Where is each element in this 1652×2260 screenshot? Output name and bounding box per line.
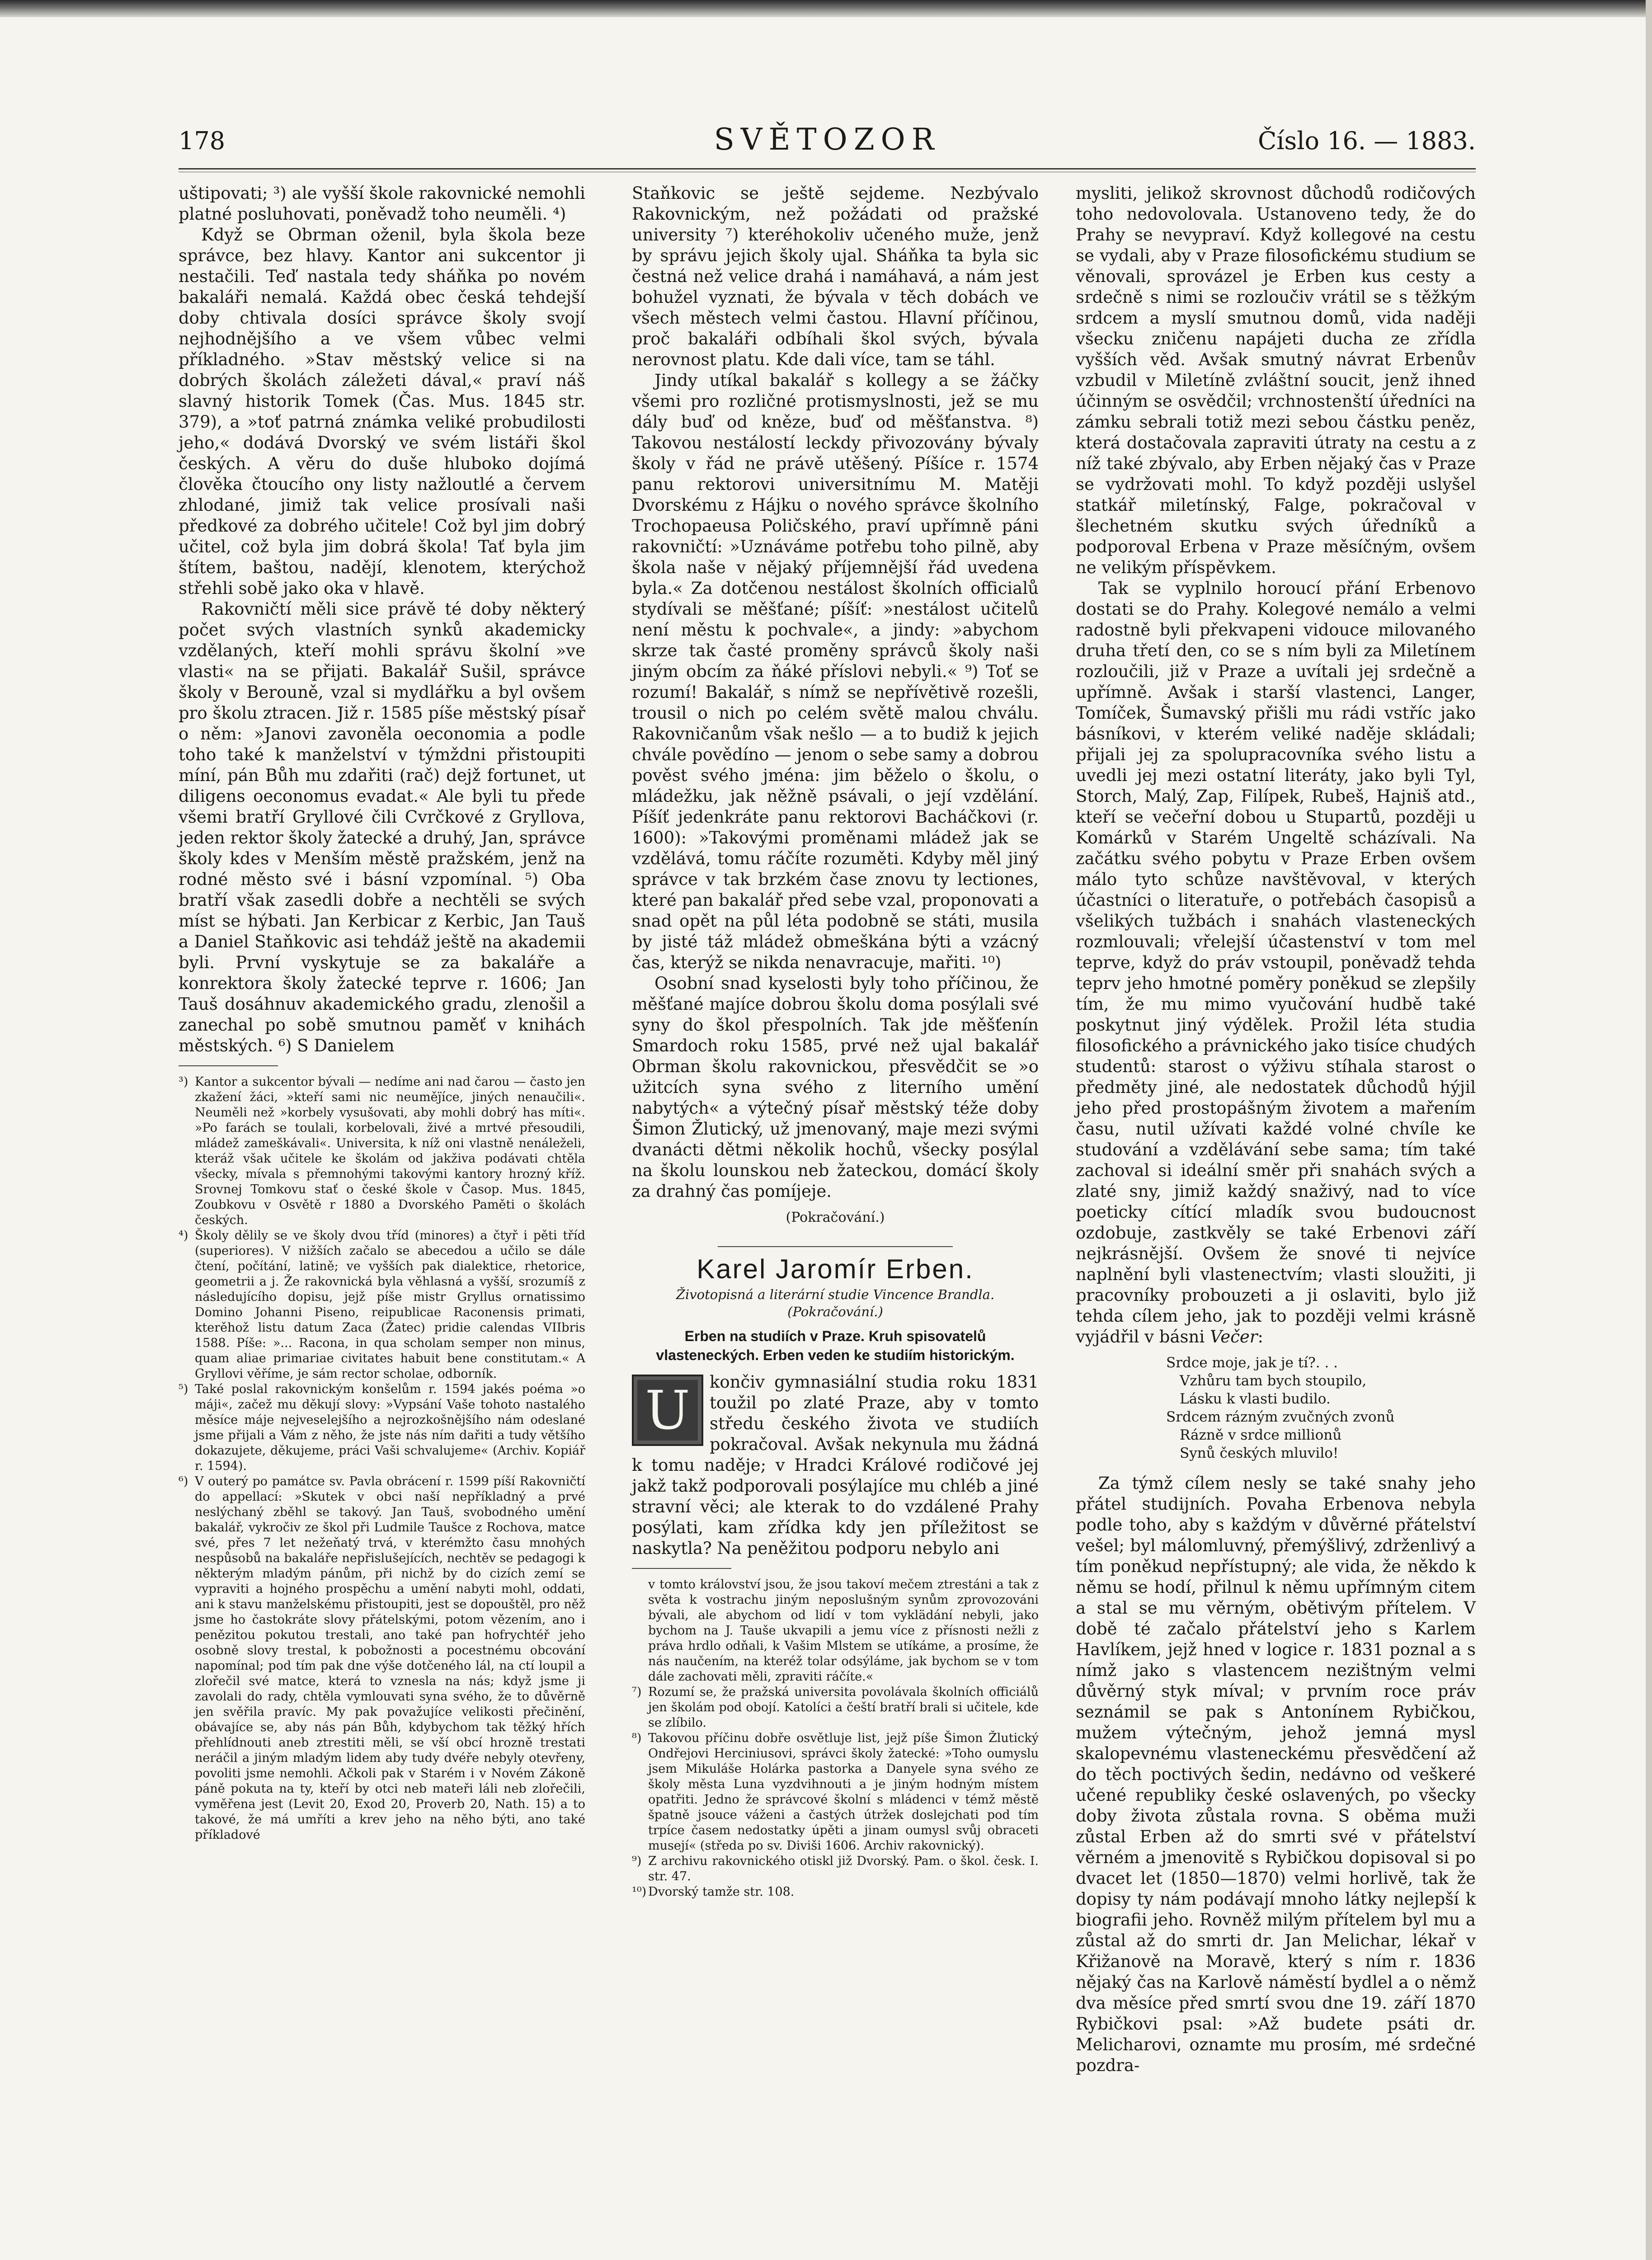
poem-line: Srdcem rázným zvučných zvonů <box>1166 1409 1395 1425</box>
footnote-separator <box>632 1568 731 1569</box>
column-3 <box>1076 183 1476 2076</box>
footnote: ⁷) Rozumí se, že pražská universita povolávala školních officiálů jen školám pod obojí. Katolíci a čeští bratří brali si učitele, kde se zlíbilo. <box>632 1685 1039 1730</box>
issue-number: Číslo 16. — 1883. <box>1257 127 1476 155</box>
footnote: ⁴) Školy dělily se ve školy dvou tříd (minores) a čtyř i pěti tříd (superiores). V nižších začalo se abecedou a učilo se dále čtení, počítání, latině; ve vyšších pak dialektice, rhetorice, geometrii a j. Že rakovnická byla věhlasná a vyšší, srozumíš z následujícího dopisu, jejž píše mistr Gryllus ornatissimo Domino Johanni Piseno, reipublicae Raconensis primati, kterěhož listu datum Zaca (Žatec) pridie calendas VIIbris 1588. Píše: »... Racona, in qua scholam semper non minus, quam aliae primariae civitates habuit bene constitutam.« A Gryllovi věříme, je sám rector scholae, odborník. <box>179 1229 585 1381</box>
footnotes <box>632 1577 1039 1900</box>
section-heading: Erben na studiích v Praze. Kruh spisovatelů vlasteneckých. Erben veden ke studiím historickým. <box>656 1328 1015 1363</box>
continued-note: (Pokračování.) <box>786 1210 885 1225</box>
column-1 <box>179 183 585 1843</box>
paragraph: Tak se vyplnilo horoucí přání Erbenovo dostati se do Prahy. Kolegové nemálo a velmi radostně byli překvapeni vidouce milovaného druha třetí den, co se s ním byli za Miletínem rozloučili, již v Praze a uvítali jej srdečně a upřímně. Avšak i starší vlastenci, Langer, Tomíček, Šumavský přišli mu rádi vstříc jako básníkovi, v kterém veliké naděje skládali; přijali jej za spolupracovníka svého listu a uvedli jej mezi ostatní literáty, jako byli Tyl, Storch, Malý, Zap, Filípek, Rubeš, Hajniš atd., kteří se večeřní dobou u Stupartů, později u Komárků v Starém Ungeltě scházívali. Na začátku svého pobytu v Praze Erben ovšem málo tyto schůze navštěvoval, v kterých účastníci o literatuře, o potřebách časopisů a všelikých tužbách i snahách vlasteneckých rozmlouvali; vřelejší účastenství v tom mel teprve, když do práv vstoupil, poněvadž tehda teprv jeho hmotné poměry poněkud se zlepšily tím, že mu mimo vyučování hudbě také poskytnut jiný výdělek. Prožil léta studia filosofického a právnického jako tisíce chudých studentů: starost o výživu stíhala starost o předměty jiné, ale nedostatek důchodů hýjil jeho před prostopášným životem a mařením času, nutil užívati každé volné chvíle ke studování a vzdělávání sebe sama; tím také zachoval si ideální směr při snahách svých a zlaté sny, jimiž každý snaživý, nad to více poeticky cítící mladík svou budoucnost ozdobuje, zastkvěly se také Erbenovi září nejkrásnější. Ovšem že snové ti nejvíce naplnění byli vlastenectvím; vlasti sloužiti, ji pracovníky probouzeti a ji oslaviti, bylo již tehda cílem jeho, jak to později velmi krásně vyjádřil v básni Večer: <box>1076 579 1476 1347</box>
article-subtitle: Životopisná a literární studie Vincence Brandla. <box>676 1287 995 1302</box>
drop-cap: U <box>632 1375 703 1446</box>
column-2 <box>632 183 1039 1900</box>
paragraph: Rakovničtí měli sice právě té doby některý počet svých vlastních synků akademicky vzdělaných, kteří mohli správu školní »ve vlasti« na se přijati. Bakalář Sušil, správce školy v Berouně, vzal si mydlářku a byl ovšem pro školu ztracen. Již r. 1585 píše městský písař o něm: »Janovi zavoněla oeconomia a podle toho také k manželství v týmždni přistoupiti míní, pán Bůh mu zdařiti (rač) dejž fortunet, ut diligens oeconomus evadat.« Ale byli tu přede všemi bratří Gryllové čili Cvrčkové z Gryllova, jeden rektor školy žatecké a druhý, Jan, správce školy kdes v Menším městě pražském, jenž na rodné město své i básní vzpomínal. ⁵) Oba bratří však zasedli dobře a nechtěli se svých míst se hýbati. Jan Kerbicar z Kerbic, Jan Tauš a Daniel Staňkovic asi tehdáž ještě na akademii byli. První vyskytuje se za bakaláře a konrektora školy žatecké teprve r. 1606; Jan Tauš dosáhnuv akademického gradu, zlenošil a zanechal po sobě smutnou paměť v knihách městských. ⁶) S Danielem <box>179 599 585 1055</box>
poem-line: Vzhůru tam bych stoupilo, <box>1180 1373 1367 1389</box>
article-separator <box>718 1246 953 1247</box>
masthead-title: SVĚTOZOR <box>714 122 941 157</box>
poem <box>1166 1354 1476 1462</box>
article-title: Karel Jaromír Erben. <box>697 1254 974 1284</box>
footnote: ⁵) Také poslal rakovnickým konšelům r. 1594 jakés poéma »o máji«, začež mu děkují slovy: »Vypsání Vaše tohoto nastalého měsíce máje nejveselejšího a nejrozkošnějšího nám odeslané jsme přijali a Vám z něho, že jste nás ním dařiti a tudy většího dokazujete, děkujeme, práci Vaši schvalujeme« (Archiv. Kopiář r. 1594). <box>179 1382 585 1473</box>
footnotes <box>179 1074 585 1843</box>
poem-title: Večer <box>1210 1327 1258 1347</box>
paragraph: Za týmž cílem nesly se také snahy jeho přátel studijních. Povaha Erbenova nebyla podle toho, aby s každým v důvěrné přátelství vešel; byl málomluvný, přemýšlivý, zdrženlivý a tím poněkud nepřístupný; ale vida, že někdo k němu se hodí, přilnul k němu upřímným citem a stal se mu věrným, obětivým přítelem. V době té začalo přátelství jeho s Karlem Havlíkem, jejž hned v logice r. 1831 poznal a s nímž jako s vlastencem nezištným velmi důvěrný styk míval; v prvním roce práv seznámil se pak s Antonínem Rybičkou, mužem výtečným, jehož jemná mysl skalopevnému vlasteneckému přesvědčení až do těch poctivých šedin, nedávno od veškeré učené republiky české oslavených, po všecky doby života zůstala rovna. S oběma muži zůstal Erben až do smrti své v přátelství věrném a jmenovitě s Rybičkou dopisoval si po dvacet let (1850—1870) velmi horlivě, tak že dopisy ty nám podávají mnoho látky nejlepší k biografii jeho. Rovněž milým přítelem byl mu a zůstal až do smrti dr. Jan Melichar, lékař v Křižanově na Moravě, který s ním r. 1836 nějaký čas na Karlově náměstí bydlel a o němž dva měsíce před smrtí svou dne 19. září 1870 Rybičkovi psal: »Až budete psáti dr. Melicharovi, oznamte mu prosím, mé srdečné pozdra- <box>1076 1474 1476 2075</box>
article-continued: (Pokračování.) <box>787 1304 883 1319</box>
header-rule <box>179 168 1476 170</box>
footnote: ³) Kantor a sukcentor bývali — nedíme ani nad čarou — často jen zkažení žáci, »kteří sami nic neuměj̈íce, jiných nenaučili«. Neuměli než »korbely vysušovati, aby mohli dobrý has míti«. »Po farách se toulali, korbelovali, živé a mrtvé přesoudili, mládež zameškávali«. Universita, k níž oni vlastně nenáleželi, kteráž však učitele ke školám od jakživa podávati chtěla všecky, mívala s přemnohými takovými kantory hrozný kříž. Srovnej Tomkovu stať o české škole v Časop. Mus. 1845, Zoubkovu v Osvětě r 1880 a Dvorského Paměti o školách českých. <box>179 1075 585 1227</box>
footnote: ⁹) Z archivu rakovnického otiskl již Dvorský. Pam. o škol. česk. I. str. 47. <box>632 1854 1039 1883</box>
page-number: 178 <box>179 127 226 155</box>
scan-right-edge <box>1646 0 1652 2260</box>
poem-line: Synů českých mluvilo! <box>1180 1445 1339 1461</box>
scan-top-edge <box>0 0 1652 17</box>
paragraph: Staňkovic se ještě sejdeme. Nezbývalo Rakovnickým, než požádati od pražské university ⁷) kteréhokoliv učeného muže, jenž by správu jejich školy ujal. Sháňka ta byla sic čestná než velice drahá i namáhavá, a nám jest bohužel vyznati, že bývala v těch dobách ve všech městech velmi častou. Hlavní příčinou, proč bakaláři odbíhali škol svých, bývala nerovnost platu. Kde dali více, tam se táhl. <box>632 184 1039 369</box>
footnote-separator <box>179 1065 278 1066</box>
footnote: v tomto království jsou, že jsou takoví mečem ztrestáni a tak z světa k vostrachu jiným neposlušným synům zprovozováni bývali, ale abychom od lidí v tom vyklädání nebyli, jako bychom na J. Tauše ukvapili a jemu více z přísnosti nežli z práva hrdlo odňali, k Vašim Mlstem se utíkáme, a prosíme, že nás naučením, na kteréž tolar odsýláme, jak bychom se v tom dále zachovati měli, zpraviti ráčíte.« <box>648 1577 1039 1684</box>
paragraph: Když se Obrman oženil, byla škola beze správce, bez hlavy. Kantor ani sukcentor ji nestačili. Teď nastala tedy sháňka po novém bakaláři nemalá. Každá obec česká tehdejší doby chtivala dosíci správce školy svojí nejhodnějšího a ve všem vůbec velmi příkladného. »Stav městský velice si na dobrých školách záležeti dával,« praví náš slavný historik Tomek (Čas. Mus. 1845 str. 379), a »toť patrná známka veliké probudilosti jeho,« dodává Dvorský ve svém listáři škol českých. A věru do duše hluboko dojímá člověka čtoucího ony listy nažloutlé a červem zhlodané, jimiž tak velice prosívali naši předkové za dobrého učitele! Což byl jim dobrý učitel, což byla jim dobrá škola! Tať byla jim štítem, baštou, nadějí, klenotem, kterýchož střehli sobě jako oka v hlavě. <box>179 225 585 598</box>
poem-line: Lásku k vlasti budilo. <box>1180 1391 1331 1407</box>
footnote: ⁸) Takovou příčinu dobře osvětluje list, jejž píše Šimon Žlutický Ondřejovi Herciniusovi, správci školy žatecké: »Toho oumyslu jsem Mikuláše Holárka pastorka a Danyele syna svého ze školy města Luna vyzdvihnouti a je jiným hodným místem opatřiti. Jedno že správcové školní s mládenci v témž městě špatně jsouce váženi a častých útržek doslejchati pod tím trpíce časem nedostatky úpěti a jinam oumysl svůj obraceti musejí« (středa po sv. Diviši 1606. Archiv rakovnický). <box>632 1731 1039 1853</box>
paragraph: mysliti, jelikož skrovnost důchodů rodičových toho nedovolovala. Ustanoveno tedy, že do Prahy se nevypraví. Když kollegové na cestu se vydali, aby v Praze filosofickému studium se věnovali, sprovázel je Erben kus cesty a srdečně s nimi se rozloučiv vrátil se s těžkým srdcem a myslí smutnou domů, vida naději všecku zničenu napájeti ducha ze zřídla vyšších věd. Avšak smutný návrat Erbenův vzbudil v Miletíně zvláštní soucit, jenž ihned účinným se osvědčil; vrchnostenští úředníci na zámku sebrali totiž mezi sebou částku peněz, která dostačovala zapraviti útraty na cestu a z níž také zbývalo, aby Erben nějaký čas v Praze se vydržovati mohl. To když později uslyšel statkář miletínský, Falge, pokračoval v šlechetném skutku svých úředníků a podporoval Erbena v Praze měsíčným, ovšem ne velikým příspěvkem. <box>1076 184 1476 577</box>
paragraph: U končiv gymnasiální studia roku 1831 toužil po zlaté Praze, aby v tomto středu českého života ve studiích pokračoval. Avšak nekynula mu žádná k tomu naděje; v Hradci Králové rodičové jej jakž takž podporovali posýlajíce mu chléb a jiné stravní věci; ale kterak to do vzdálené Prahy posýlati, kam zřídka kdy jen příležitost se naskytla? Na peněžitou podporu nebylo ani <box>632 1372 1039 1558</box>
paragraph: Jindy utíkal bakalář s kollegy a se žáčky všemi pro rozličné protismyslnosti, jež se mu dály buď od kněze, buď od měšťanstva. ⁸) Takovou nestálostí leckdy přivozovány bývaly školy v řád ne právě utěšený. Píšíce r. 1574 panu rektorovi universitnímu M. Matěji Dvorskému z Hájku o nového správce školního Trochopaeusa Poličského, praví upřímně páni rakovničtí: »Uznáváme potřebu toho pilně, aby škola naše v nějaký příjemnější řád uvedena byla.« Za dotčenou nestálost školních officialů stydívali se měšťané; píšíť: »nestálost učitelů není městu k pochvale«, a jindy: »abychom skrze tak časté proměny správců školy naši jiným obcím za ňáké příslovi nebyli.« ⁹) Toť se rozumí! Bakalář, s nímž se nepřívětivě rozešli, trousil o nich po celém světě malou chválu. Rakovničanům však nešlo — a to budiž k jejich chvále povědíno — jenom o sebe samy a dobrou pověst svého jména: jim běželo o školu, o mládežku, jak něžně psávali, o její vzdělání. Píšíť jedenkráte panu rektorovi Bacháčkovi (r. 1600): »Takovými proměnami mládež jak se vzdělává, tomu ráčíte rozuměti. Kdyby měl jiný správce v tak brzkém čase znovu ty lectiones, které pan bakalář před sebe vzal, proponovati a snad opět na půl léta podobně se státi, musila by jisté táž mládež obmeškána býti a vzácný čas, kterýž se nikda nenavracuje, mařiti. ¹⁰) <box>632 371 1039 972</box>
poem-line: Rázně v srdce millionů <box>1180 1427 1342 1443</box>
footnote: ¹⁰) Dvorský tamže str. 108. <box>632 1885 795 1899</box>
paragraph: uštipovati; ³) ale vyšší škole rakovnické nemohli platné posluhovati, poněvadž toho neuměli. ⁴) <box>179 184 585 224</box>
footnote: ⁶) V outerý po památce sv. Pavla obrácení r. 1599 píší Rakovničtí do appellací: »Skutek v obci naší nepříkladný a prvé neslýchaný zběhl se takový. Jan Tauš, svobodného umění bakalář, vykročiv ze škol při Ludmile Taušce z Rochova, matce své, přes 7 let nežeňatý trvá, v kterémžto času mnohých nespůsobů na bakaláře nepřislušejících, nechtěv se pedagogi k některým mladým pánům, při nichž by do cizích zemí se vypraviti a hojného prospěchu a umění nabyti mohl, oddati, ani k stavu manželskému přistoupiti, jest se dopouštěl, pro něž jsme ho častokráte slovy přátelskými, potom vězením, ano i penězitou pokutou trestali, ano také pan hofrychtéř jeho osobně slovy trestal, k pobožnosti a pocestnému obcování napomínal; pod tím pak dne výše dotčeného lál, na ctí loupil a zlořečil své matce, která to vznesla na nás; když jsme ji zavolali do rady, chtěla vymlouvati syna svého, že to důvěrně jen svěřila pravíc. My pak považujíce velikosti přečinění, obávajíce se, aby nás pán Bůh, kdybychom tak těžký hřích přehlídnouti aneb ztrestiti měli, se vší obcí hrozně trestati neráčil a jiným mladým lidem aby tudy dvéře nebyly otevřeny, povoliti jsme nemohli. Ačkoli pak v Starém i v Novém Zákoně páně pokuta na ty, kteří by otci neb mateři láli neb zlořečili, vyměřena jest (Levit 20, Exod 20, Proverb 20, Nath. 15) a to takové, že má umříti a krev jeho na něho býti, ano také příkladové <box>179 1474 585 1842</box>
page-header <box>179 122 1476 163</box>
paragraph: Osobní snad kyselosti byly toho příčinou, že měšťané majíce dobrou školu doma posýlali své syny do škol přespolních. Tak jde měšťenín Smardoch roku 1585, prvé než ujal bakalář Obrman školu rakovnickou, přesvědčit se »o užitcích syna svého z literního umění nabytých« a výtečný písař městský téže doby Šimon Žlutický, už jmenovaný, maje mezi svými dvanácti dětmi několik hochů, všecky posýlal na školu lounskou neb žateckou, domácí školy za drahný čas pomíjeje. <box>632 974 1039 1201</box>
poem-line: Srdce moje, jak je tí?. . . <box>1166 1355 1338 1371</box>
